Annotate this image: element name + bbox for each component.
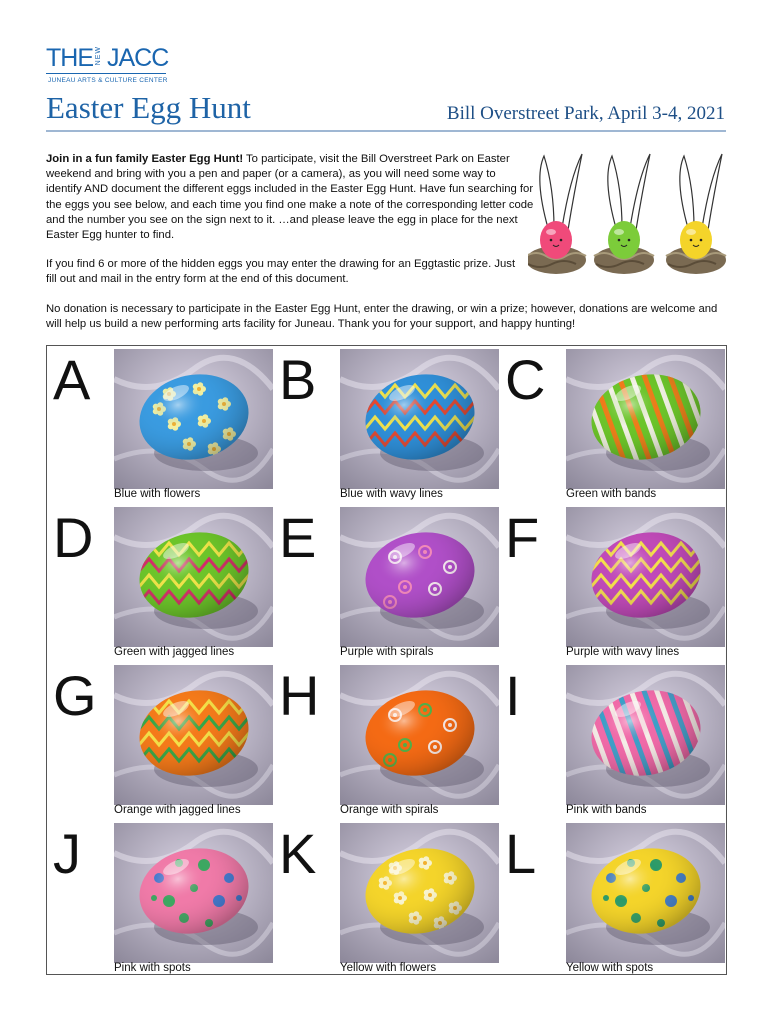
egg-letter: E [279,506,317,569]
intro-text: To participate, visit the Bill Overstreet Park on Easter weekend and bring with you a pen and paper (or a camera), as you will need some way to identify AND document the different eggs included in the Easter Egg Hunt. Have fun searching for the eggs you see below, and each time you find one make a note of the corresponding letter code and the number you see on the sign next to it. …and please leave the egg in place for the next Easter Egg hunter to find. [46,153,534,242]
egg-photo [114,823,273,963]
egg-caption: Yellow with flowers [340,962,437,974]
logo-subtitle: JUNEAU ARTS & CULTURE CENTER [48,77,168,84]
egg-photo [566,349,725,489]
egg-photo [114,349,273,489]
egg-cell [47,662,273,819]
egg-caption: Purple with wavy lines [566,646,680,658]
egg-cell [499,820,725,977]
egg-caption: Blue with wavy lines [340,488,443,500]
egg-image [566,665,725,805]
egg-photo [566,665,725,805]
drawing-paragraph: If you find 6 or more of the hidden eggs you may enter the drawing for an Eggtastic prize. Just fill out and mail in the entry form at the end of this document. [46,258,516,286]
egg-image [566,507,725,647]
egg-letter: D [53,506,94,569]
logo-rule [46,73,166,74]
egg-letter: L [505,822,537,885]
egg-caption: Pink with bands [566,804,647,816]
egg-image [566,823,725,963]
egg-caption: Pink with spots [114,962,191,974]
event-subtitle: Bill Overstreet Park, April 3-4, 2021 [446,103,725,124]
egg-cell [499,346,725,503]
page-title: Easter Egg Hunt [46,90,251,125]
egg-letter: K [279,822,317,885]
egg-caption: Blue with flowers [114,488,201,500]
egg-cell [273,504,499,661]
egg-caption: Yellow with spots [566,962,654,974]
egg-photo [114,665,273,805]
egg-letter: A [53,348,91,411]
egg-letter: G [53,664,97,727]
egg-image [114,349,273,489]
egg-caption: Green with jagged lines [114,646,235,658]
egg-caption: Orange with jagged lines [114,804,241,816]
egg-cell [273,662,499,819]
egg-caption: Orange with spirals [340,804,439,816]
egg-grid [46,345,727,975]
egg-caption: Green with bands [566,488,657,500]
jacc-logo [46,44,174,90]
egg-letter: J [53,822,81,885]
egg-cell [47,820,273,977]
egg-image [114,823,273,963]
egg-cell [273,346,499,503]
egg-photo [566,507,725,647]
egg-letter: F [505,506,540,569]
egg-photo [340,665,499,805]
egg-image [114,665,273,805]
egg-caption: Purple with spirals [340,646,434,658]
logo-new: NEW [95,46,102,66]
egg-letter: I [505,664,521,727]
egg-image [340,823,499,963]
egg-cell [47,504,273,661]
bunny-eggs-illustration [528,148,736,284]
header-divider [46,130,726,132]
logo-the: THE [46,44,93,72]
intro-paragraph [46,152,534,243]
donation-paragraph: No donation is necessary to participate in the Easter Egg Hunt, enter the drawing, or win a prize; however, donations are welcome and will help us build a new performing arts facility for Juneau. Thank you for your support, and happy hunting! [46,303,718,331]
intro-bold: Join in a fun family Easter Egg Hunt! [46,153,244,165]
egg-cell [499,662,725,819]
egg-cell [499,504,725,661]
egg-cell [273,820,499,977]
egg-letter: B [279,348,317,411]
egg-letter: H [279,664,320,727]
logo-jacc: JACC [107,44,169,72]
egg-photo [340,349,499,489]
egg-image [340,349,499,489]
egg-cell [47,346,273,503]
egg-image [114,507,273,647]
egg-letter: C [505,348,546,411]
egg-photo [566,823,725,963]
egg-photo [340,507,499,647]
egg-photo [340,823,499,963]
egg-photo [114,507,273,647]
egg-image [340,507,499,647]
egg-image [566,349,725,489]
egg-image [340,665,499,805]
